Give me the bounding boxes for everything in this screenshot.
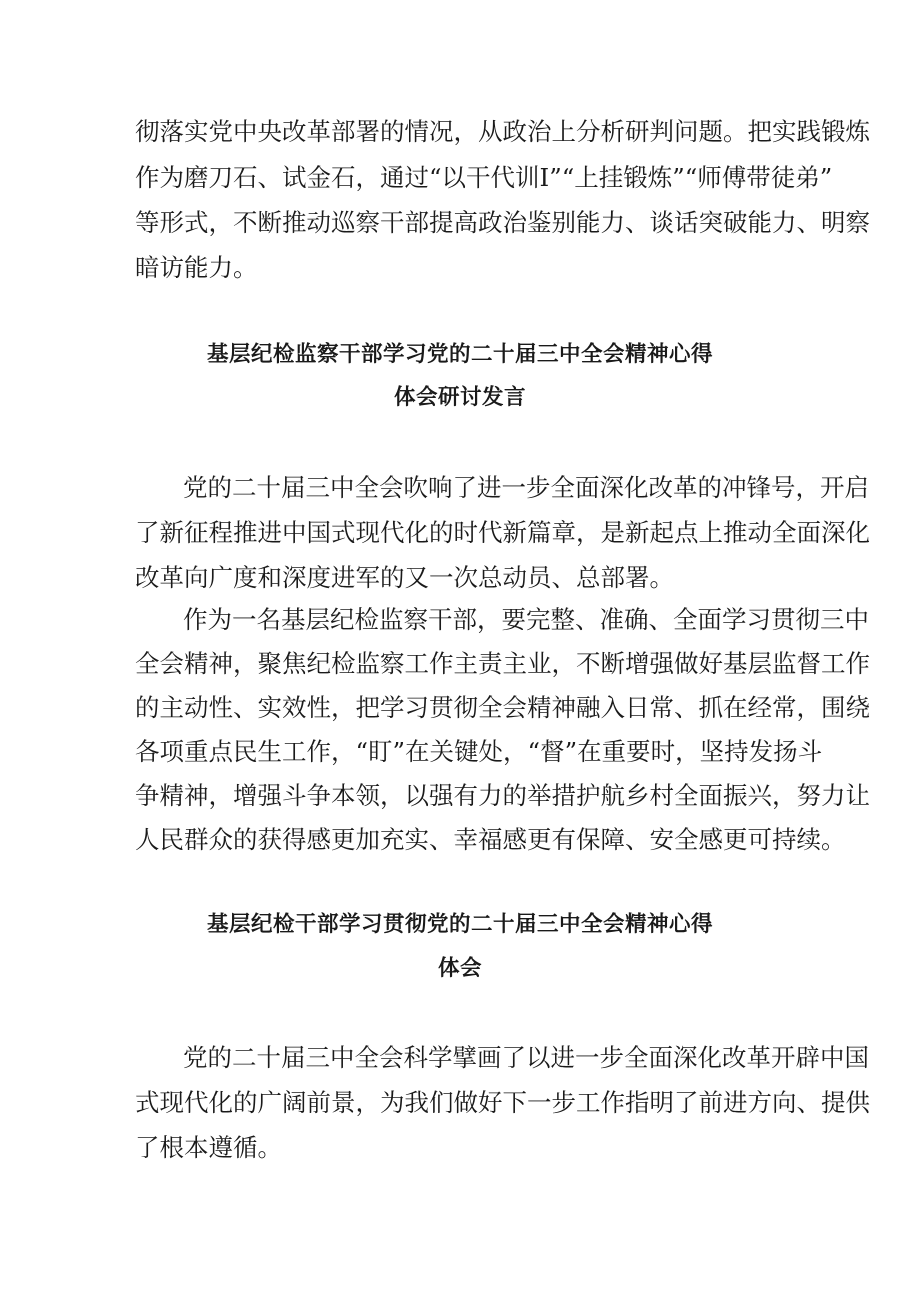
section2-p1-line-2: 式现代化的广阔前景，为我们做好下一步工作指明了前进方向、提供 xyxy=(135,1088,870,1117)
section1-p2-line-4: 各项重点民生工作，“盯”在关键处，“督”在重要时，坚持发扬斗 xyxy=(135,737,823,766)
section1-p1-line-3: 改革向广度和深度进军的又一次总动员、总部署。 xyxy=(135,563,674,592)
section2-title-line2: 体会 xyxy=(437,956,482,981)
section1-p2-line-6: 人民群众的获得感更加充实、幸福感更有保障、安全感更可持续。 xyxy=(135,825,846,854)
section1-p2-line-5: 争精神，增强斗争本领，以强有力的举措护航乡村全面振兴，努力让 xyxy=(135,781,870,810)
section1-title-line1: 基层纪检监察干部学习党的二十届三中全会精神心得 xyxy=(206,342,713,367)
section2-p1-line-3: 了根本遵循。 xyxy=(135,1133,282,1162)
section1-p1-line-1: 党的二十届三中全会吹响了进一步全面深化改革的冲锋号，开启 xyxy=(183,473,869,502)
intro-line-2: 作为磨刀石、试金石，通过“以干代训I”“上挂锻炼”“师傅带徒弟” xyxy=(135,163,833,192)
section2-title-line1: 基层纪检干部学习贯彻党的二十届三中全会精神心得 xyxy=(206,912,713,937)
section1-p2-line-3: 的主动性、实效性，把学习贯彻全会精神融入日常、抓在经常，围绕 xyxy=(135,693,870,722)
section2-p1-line-1: 党的二十届三中全会科学擘画了以进一步全面深化改革开辟中国 xyxy=(183,1043,869,1072)
section1-p2-line-1: 作为一名基层纪检监察干部，要完整、准确、全面学习贯彻三中 xyxy=(183,605,869,634)
intro-line-3: 等形式，不断推动巡察干部提高政治鉴别能力、谈话突破能力、明察 xyxy=(135,208,870,237)
section1-p1-line-2: 了新征程推进中国式现代化的时代新篇章，是新起点上推动全面深化 xyxy=(135,518,870,547)
section1-title-line2: 体会研讨发言 xyxy=(393,385,526,410)
section1-p2-line-2: 全会精神，聚焦纪检监察工作主责主业，不断增强做好基层监督工作 xyxy=(135,649,870,678)
intro-line-1: 彻落实党中央改革部署的情况，从政治上分析研判问题。把实践锻炼 xyxy=(135,117,870,146)
intro-line-4: 暗访能力。 xyxy=(135,253,258,282)
